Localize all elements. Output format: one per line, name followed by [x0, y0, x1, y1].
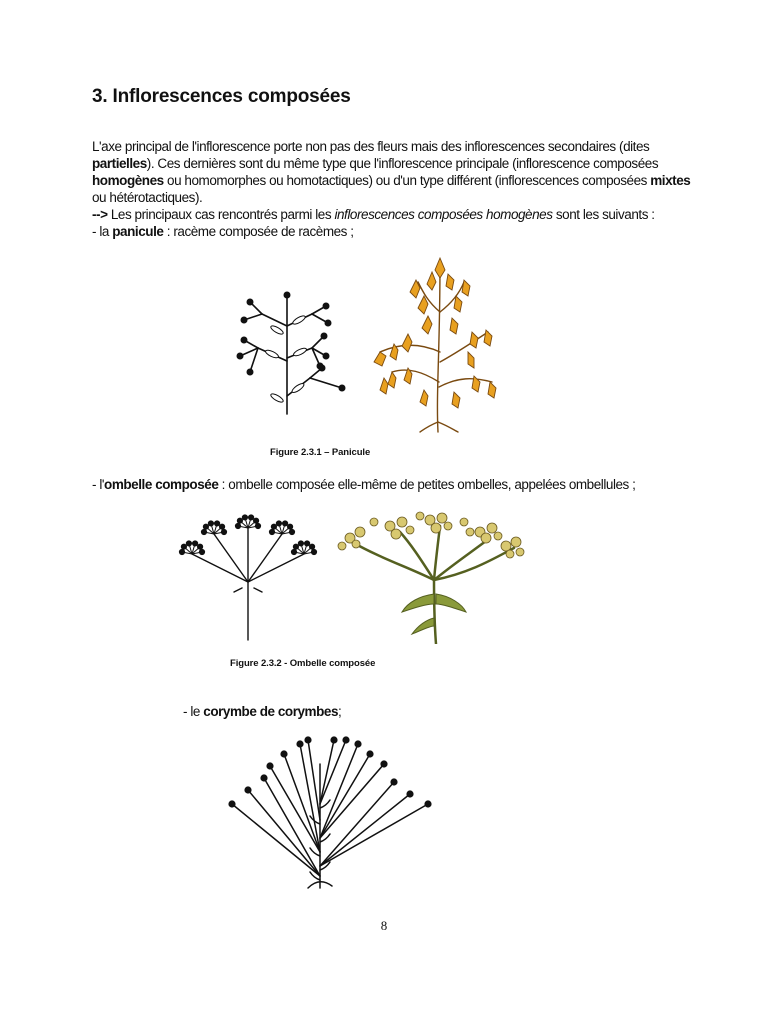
page-number: 8	[380, 918, 388, 933]
oat-panicle-illustration	[368, 252, 510, 434]
term-mixtes: mixtes	[650, 173, 691, 188]
term-panicule: panicule	[112, 224, 164, 239]
arrow-marker: -->	[92, 207, 108, 222]
term-partielles: partielles	[92, 156, 147, 171]
intro-paragraph-1: L'axe principal de l'inflorescence porte non pas des fleurs mais des inflorescences secondaires (dites partielles). Ces dernières sont du même type que l'inflorescence principale (inflorescence composées homogènes ou homomorphes ou homotactiques) ou d'un type différent (inflorescences composées mixtes ou hétérotactiques).	[92, 139, 691, 205]
case-panicule: - la panicule : racème composée de racèmes ;	[92, 224, 354, 239]
compound-umbel-illustration	[330, 508, 526, 644]
section-title: 3. Inflorescences composées	[92, 86, 351, 107]
intro-text	[92, 138, 692, 240]
case-corymbe-de-corymbes: - le corymbe de corymbes;	[183, 704, 342, 719]
figure-caption-panicule: Figure 2.3.1 – Panicule	[270, 447, 371, 458]
term-homogenes: homogènes	[92, 173, 164, 188]
panicle-diagram	[222, 286, 352, 416]
compound-umbel-diagram	[178, 512, 328, 642]
case-ombelle-composee: - l'ombelle composée : ombelle composée elle-même de petites ombelles, appelées ombellules ;	[92, 477, 636, 492]
corymb-of-corymbs-diagram	[224, 734, 438, 892]
intro-paragraph-2: --> Les principaux cas rencontrés parmi les inflorescences composées homogènes sont les suivants :	[92, 207, 655, 222]
term-ombelle-composee: ombelle composée	[104, 477, 219, 492]
term-homogeneous-compound: inflorescences composées homogènes	[334, 207, 553, 222]
term-corymbe-de-corymbes: corymbe de corymbes	[203, 704, 339, 719]
figure-caption-ombelle-composee: Figure 2.3.2 - Ombelle composée	[230, 658, 376, 669]
